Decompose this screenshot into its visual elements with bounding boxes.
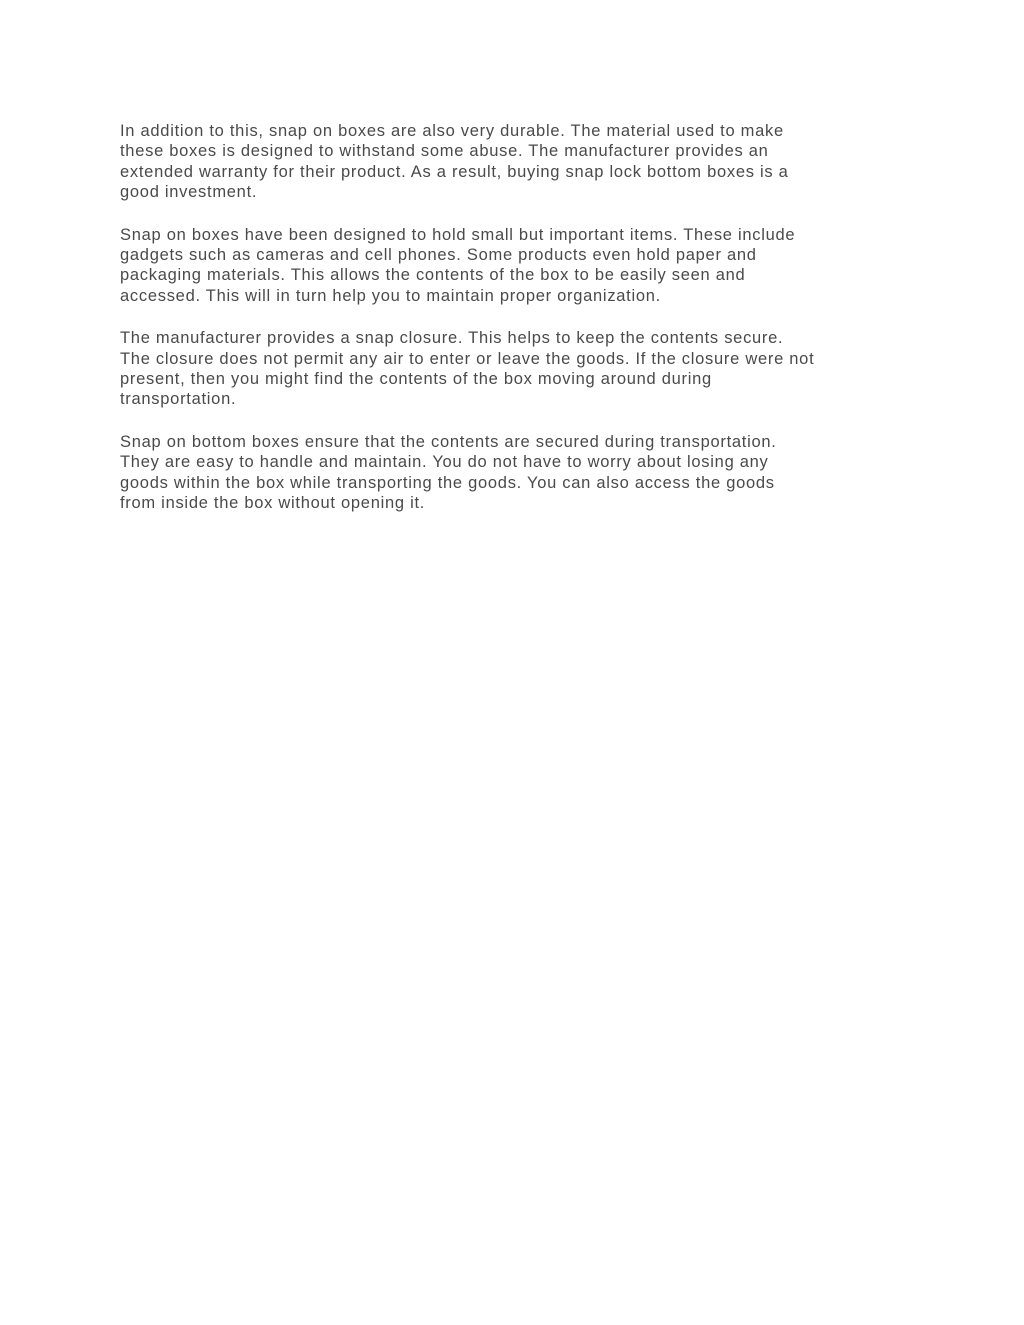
text-line: from inside the box without opening it. xyxy=(120,493,426,512)
text-line: The manufacturer provides a snap closure. This helps to keep the contents secure. xyxy=(120,329,784,348)
text-line: Snap on boxes have been designed to hold small but important items. These include xyxy=(120,225,796,244)
text-line: accessed. This will in turn help you to maintain proper organization. xyxy=(120,286,661,305)
text-line: gadgets such as cameras and cell phones. Some products even hold paper and xyxy=(120,245,757,264)
text-line: these boxes is designed to withstand some abuse. The manufacturer provides an xyxy=(120,142,769,161)
text-line: The closure does not permit any air to enter or leave the goods. If the closure were not xyxy=(120,349,815,368)
text-line: packaging materials. This allows the contents of the box to be easily seen and xyxy=(120,266,746,285)
paragraph-items xyxy=(120,225,920,306)
text-line: Snap on bottom boxes ensure that the contents are secured during transportation. xyxy=(120,433,777,452)
paragraph-durability xyxy=(120,121,920,202)
paragraph-closure xyxy=(120,328,920,409)
text-line: goods within the box while transporting the goods. You can also access the goods xyxy=(120,473,775,492)
document-body xyxy=(120,121,920,536)
text-line: good investment. xyxy=(120,182,258,201)
text-line: They are easy to handle and maintain. You do not have to worry about losing any xyxy=(120,453,769,472)
text-line: present, then you might find the contents of the box moving around during xyxy=(120,369,712,388)
paragraph-transportation xyxy=(120,432,920,513)
text-line: transportation. xyxy=(120,390,237,409)
text-line: In addition to this, snap on boxes are also very durable. The material used to make xyxy=(120,122,784,140)
text-line: extended warranty for their product. As a result, buying snap lock bottom boxes is a xyxy=(120,162,789,181)
